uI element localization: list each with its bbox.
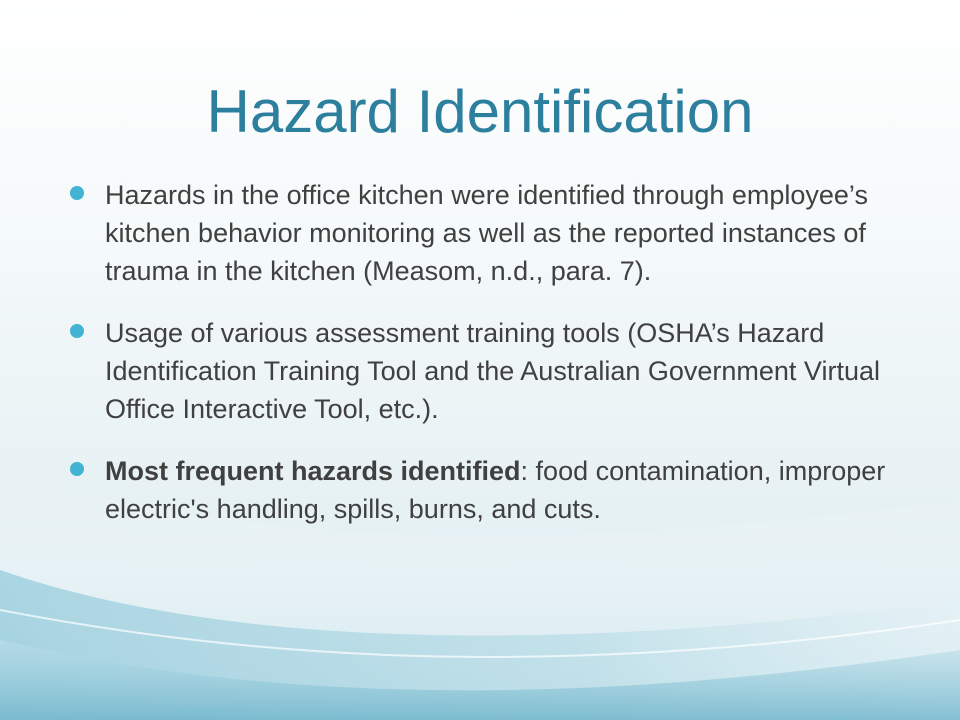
bullet-dot-icon bbox=[70, 186, 84, 200]
bullet-list bbox=[66, 176, 896, 528]
bullet-dot-icon bbox=[70, 462, 84, 476]
bullet-text: Hazards in the office kitchen were identified through employee’s kitchen behavior monitoring as well as the reported instances of trauma in the kitchen (Measom, n.d., para. 7). bbox=[105, 180, 868, 286]
bullet-bold-text: Most frequent hazards identified bbox=[105, 456, 521, 486]
bullet-item bbox=[66, 452, 896, 528]
bullet-item bbox=[66, 176, 896, 290]
bullet-item bbox=[66, 314, 896, 428]
bullet-text: Usage of various assessment training tools (OSHA’s Hazard Identification Training Tool and the Australian Government Virtual Office Interactive Tool, etc.). bbox=[105, 318, 880, 424]
bullet-text: : food contamination, improper electric's handling, spills, burns, and cuts. bbox=[105, 456, 886, 524]
bullet-dot-icon bbox=[70, 324, 84, 338]
slide-title: Hazard Identification bbox=[206, 78, 754, 145]
